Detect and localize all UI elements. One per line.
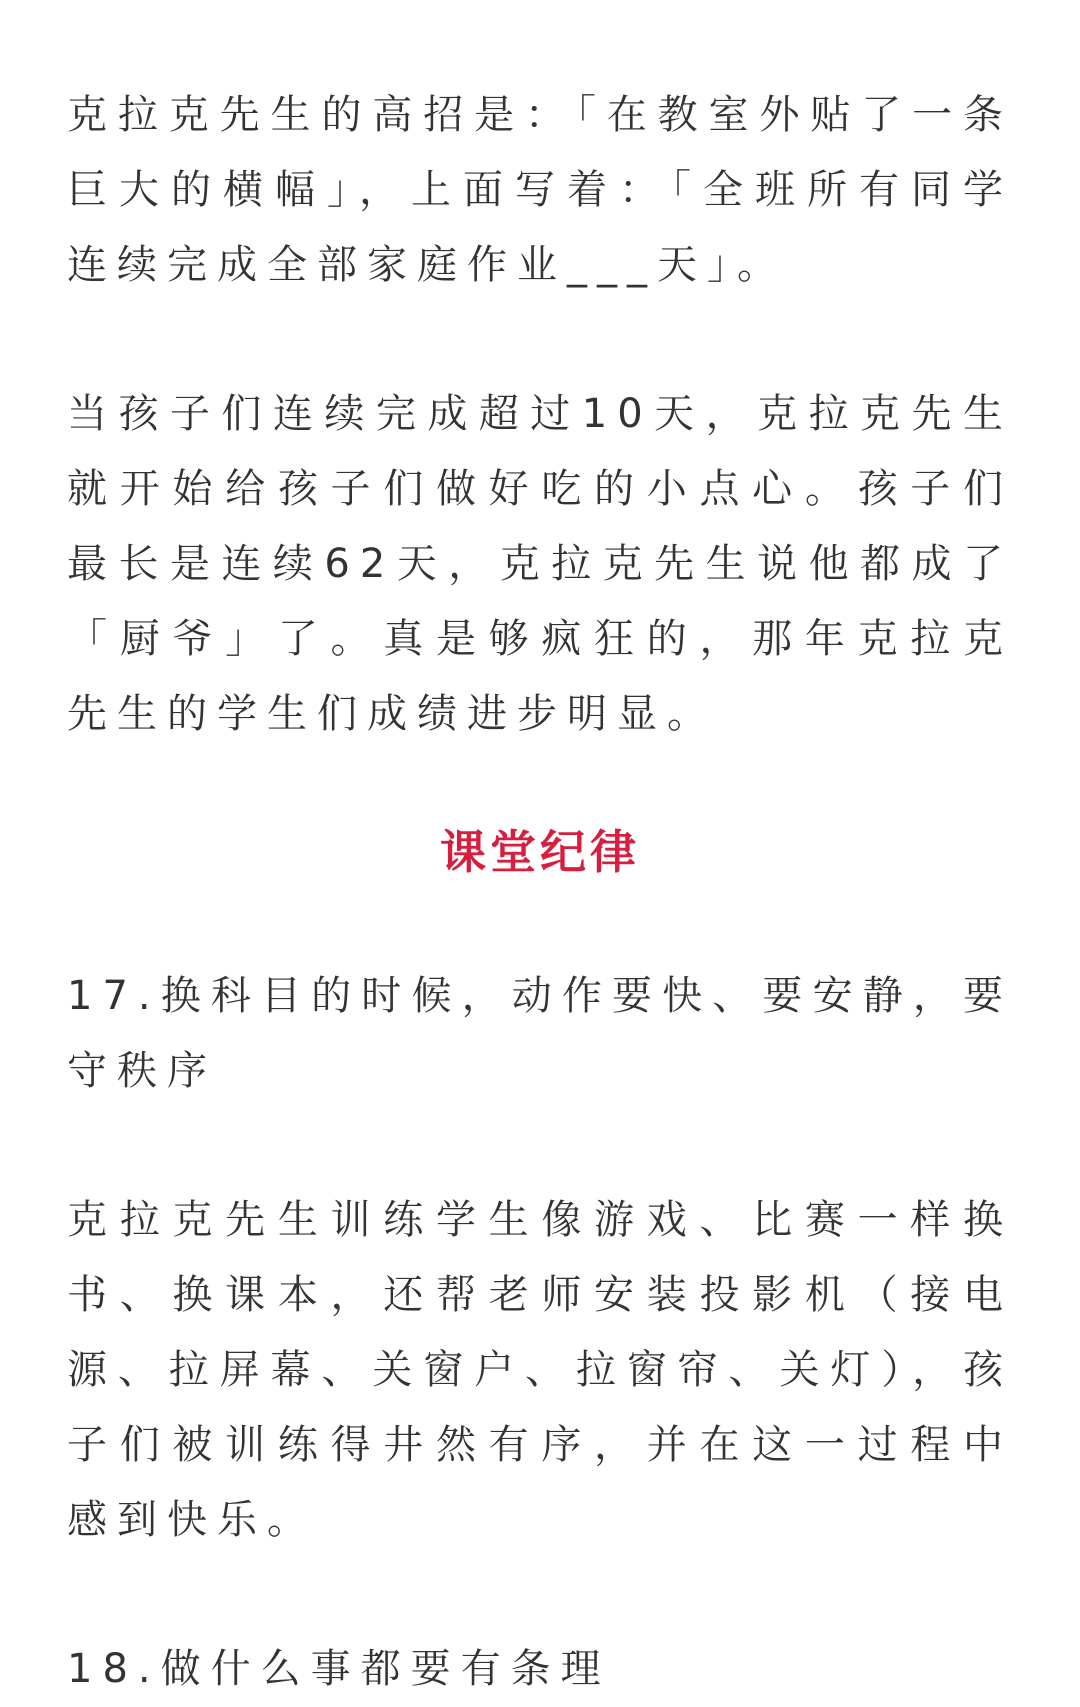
article-body xyxy=(67,78,1013,1707)
rule-18-heading: 18.做什么事都要有条理 xyxy=(67,1646,611,1692)
section-title: 课堂纪律 xyxy=(440,825,640,879)
paragraph-snacks-reward: 当孩子们连续完成超过10天，克拉克先生就开始给孩子们做好吃的小点心。孩子们最长是连续62天，克拉克先生说他都成了「厨爷」了。真是够疯狂的，那年克拉克先生的学生们成绩进步明显。 xyxy=(67,391,1013,737)
rule-17-heading: 17.换科目的时候，动作要快、要安静，要守秩序 xyxy=(67,973,1013,1094)
paragraph-switch-books: 克拉克先生训练学生像游戏、比赛一样换书、换课本，还帮老师安装投影机（接电源、拉屏幕、关窗户、拉窗帘、关灯），孩子们被训练得井然有序，并在这一过程中感到快乐。 xyxy=(67,1197,1013,1543)
paragraph-homework-banner: 克拉克先生的高招是：「在教室外贴了一条巨大的横幅」，上面写着：「全班所有同学连续完成全部家庭作业___天」。 xyxy=(67,92,1013,288)
